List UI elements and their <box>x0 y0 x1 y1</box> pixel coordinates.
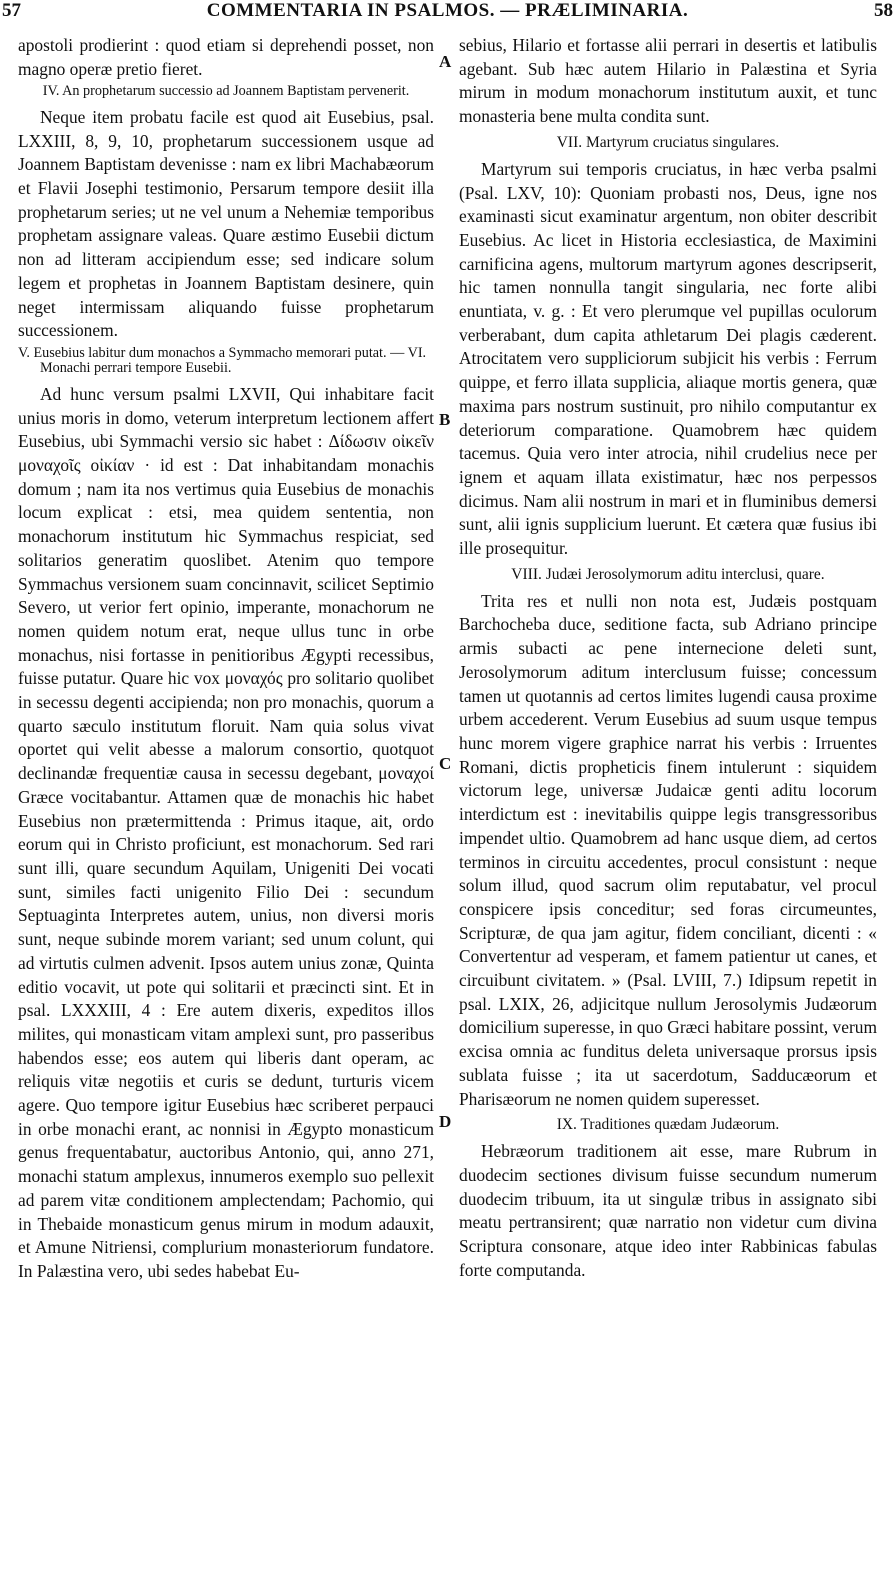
paragraph: Trita res et nulli non nota est, Judæis postquam Barchocheba duce, seditione facta, sub Adriano principe armis subacti ac pene internecione deleti sunt, Jerosolymorum aditum interclusum fuisse; concessum tamen ut quotannis ad certos limites lugendi causa proxime urbem accederent. Verum Eusebius ad suum usque tempus hunc morem vigere graphice narrat his verbis : Irruentes Romani, dictis propheticis finem intulerunt : siquidem victorum lege, universæ Judaicæ genti aditu locorum interdictum est : inevitabilis quippe legis transgressoribus impendet ultio. Quamobrem ad hanc usque diem, ad certos terminos in circuitu accedentes, procul consistunt : neque solum illud, quod sacrum olim reputabatur, vel procul conspicere ipsis conceditur; sed foras circumeuntes, Scripturæ, de qua jam agitur, fidem conciliant, dicenti : « Convertentur ad vesperam, et famem patientur ut canes, et circuibunt civitatem. » (Psal. LVIII, 7.) Idipsum repetit in psal. LXIX, 26, adjicitque nullum Jerosolymis Judæorum domicilium superesse, in quo Græci habitare possint, verum excisa omnia ac funditus deleta universaque prorsus ipsis sublata fuisse ; ita ut sacerdotum, Sadducæorum et Pharisæorum ne nomen quidem superesset. <box>459 590 877 1109</box>
left-page-number: 57 <box>2 0 21 21</box>
paragraph: apostoli prodierint : quod etiam si deprehendi posset, non magno operæ pretio fieret. <box>18 35 434 79</box>
margin-letter-c: C <box>439 754 452 773</box>
section-heading-iv: IV. An prophetarum successio ad Joannem Baptistam pervenerit. <box>42 83 410 100</box>
left-column <box>18 34 434 1284</box>
paragraph: Martyrum sui temporis cruciatus, in hæc verba psalmi (Psal. LXV, 10): Quoniam probasti nos, Deus, igne nos examinasti sicut examinatur argentum, non obiter describit Eusebius. Ac licet in Historia ecclesiastica, de Maximini carnificina agens, multorum martyrum agones descripserit, hic tamen nonnulla tangit singularia, nec forte alibi enuntiata, v. g. : Et vero plerumque vel pupillas oculorum verberabant, dum capita athletarum Dei plagis cæderent. Atrocitatem vero suppliciorum subjicit his verbis : Ferrum quippe, et ferro illata supplicia, aliaque mortis genera, quæ maxima pars nostrum sustinuit, pro nihilo computantur ex deteriorum comparatione. Quamobrem hæc quidem tacemus. Quia vero inter atrocia, nihil crudelius nece per ignem et aquam illata existimatur, hæc nos perpessos dicimus. Nam alii nostrum in mari et in fluminibus demersi sunt, alii ignis supplicium luerunt. Et cætera quæ fusius ibi ille prosequitur. <box>459 158 877 559</box>
right-page-number: 58 <box>874 0 893 21</box>
section-heading-v-vi: V. Eusebius labitur dum monachos a Symmacho memorari putat. — VI. Monachi perrari tempore Eusebii. <box>18 344 427 377</box>
paragraph: Hebræorum traditionem ait esse, mare Rubrum in duodecim sectiones divisum fuisse secundum numerum duodecim tribuum, ita ut singulæ tribus in assignato sibi meatu pertransirent; quæ narratio non videtur cum divina Scriptura consonare, atque ideo inter Rabbinicas fabulas forte computanda. <box>459 1141 877 1280</box>
paragraph: Neque item probatu facile est quod ait Eusebius, psal. LXXIII, 8, 9, 10, prophetarum successionem usque ad Joannem Baptistam devenisse : nam ex libri Machabæorum et Flavii Josephi testimonio, Persarum tempore desiit illa prophetarum series; ut ne vel unum a Nehemiæ temporibus prophetam assignare valeas. Quare æstimo Eusebii dictum non ad litteram accipiendum esse; sed indicare solum legem et prophetas in Joannem Baptistam desinere, quin neget intermissam aliquando fuisse prophetarum successionem. <box>18 106 434 341</box>
section-heading-viii: VIII. Judæi Jerosolymorum aditu interclusi, quare. <box>511 565 825 583</box>
page-header <box>0 0 895 32</box>
section-heading-vii: VII. Martyrum cruciatus singulares. <box>556 133 780 151</box>
paragraph: Ad hunc versum psalmi LXVII, Qui inhabitare facit unius moris in domo, veterum interpretum lectionem affert Eusebius, ubi Symmachi versio sic habet : Δίδωσιν οἰκεῖν μοναχοῖς οἰκίαν · id est : Dat inhabitandam monachis domum ; nam ita nos vertimus quia Eusebius de monachis locum explicat : etsi, mea quidem sententia, non monachorum institutum hic Symmachus respiciat, sed solitarios generatim quoslibet. Atenim quo tempore Symmachus versionem suam concinnavit, scilicet Septimio Severo, ut verior fert opinio, imperante, monachorum ne nomen quidem notum erat, neque ullus tunc in orbe monachus, nisi fortasse in penitioribus Ægypti recessibus, fuisse putatur. Quare hic vox μοναχός pro solitario quolibet in secessu degenti accipienda; non pro monachis, quorum a quarto sæculo institutum floruit. Nam quia solus vivat oportet qui velit abesse a malorum consortio, quotquot declinandæ frequentiæ causa in secessu degebant, μοναχοί Græce vocitabantur. Attamen quæ de monachis hic habet Eusebius non prætermittenda : Primus itaque, ait, ordo eorum qui in Christo proficiunt, est monachorum. Sed rari sunt illi, quare secundum Aquilam, Unigeniti Dei vocati sunt, similes facti unigenito Filio Dei : secundum Septuaginta Interpretes autem, unius, non diversi moris sunt, neque subinde morem variant; sed unum colunt, qui ad virtutis culmen advenit. Ipsos autem unius zonæ, Quinta editio vocavit, ut pote qui solitarii et præcincti sint. Et in psal. LXXXIII, 4 : Ere autem dixeris, expeditos illos milites, qui monasticam vitam amplexi sunt, pro passeribus habendos esse; eos autem qui liberis dant operam, ac reliquis vitæ negotiis et curis se dedunt, turturis vicem agere. Quo tempore igitur Eusebius hæc scriberet perpauci in orbe monachi erant, ac nonnisi in Ægypto monasticum genus frequentabatur, auctoribus Antonio, qui, anno 271, monachi statum amplexus, innumeros exemplo suo pellexit ad parem vitæ conditionem amplectendam; Pachomio, qui in Thebaide monasticum genus mirum in modum adauxit, et Amune Nitriensi, complurium monasteriorum fundatore. In Palæstina vero, ubi sedes habebat Eu- <box>18 383 434 1281</box>
right-column <box>459 34 877 1282</box>
margin-letter-d: D <box>439 1112 452 1131</box>
margin-letter-a: A <box>439 52 452 71</box>
margin-letter-b: B <box>439 410 451 429</box>
running-title: COMMENTARIA IN PSALMOS. — PRÆLIMINARIA. <box>206 0 689 21</box>
section-heading-ix: IX. Traditiones quædam Judæorum. <box>556 1116 780 1134</box>
paragraph: sebius, Hilario et fortasse alii perrari in desertis et latibulis agebant. Sub hæc autem Hilario in Palæstina et Syria mirum in modum monachorum institutum auxit, et tunc monasteria bene multa condita sunt. <box>459 35 877 127</box>
